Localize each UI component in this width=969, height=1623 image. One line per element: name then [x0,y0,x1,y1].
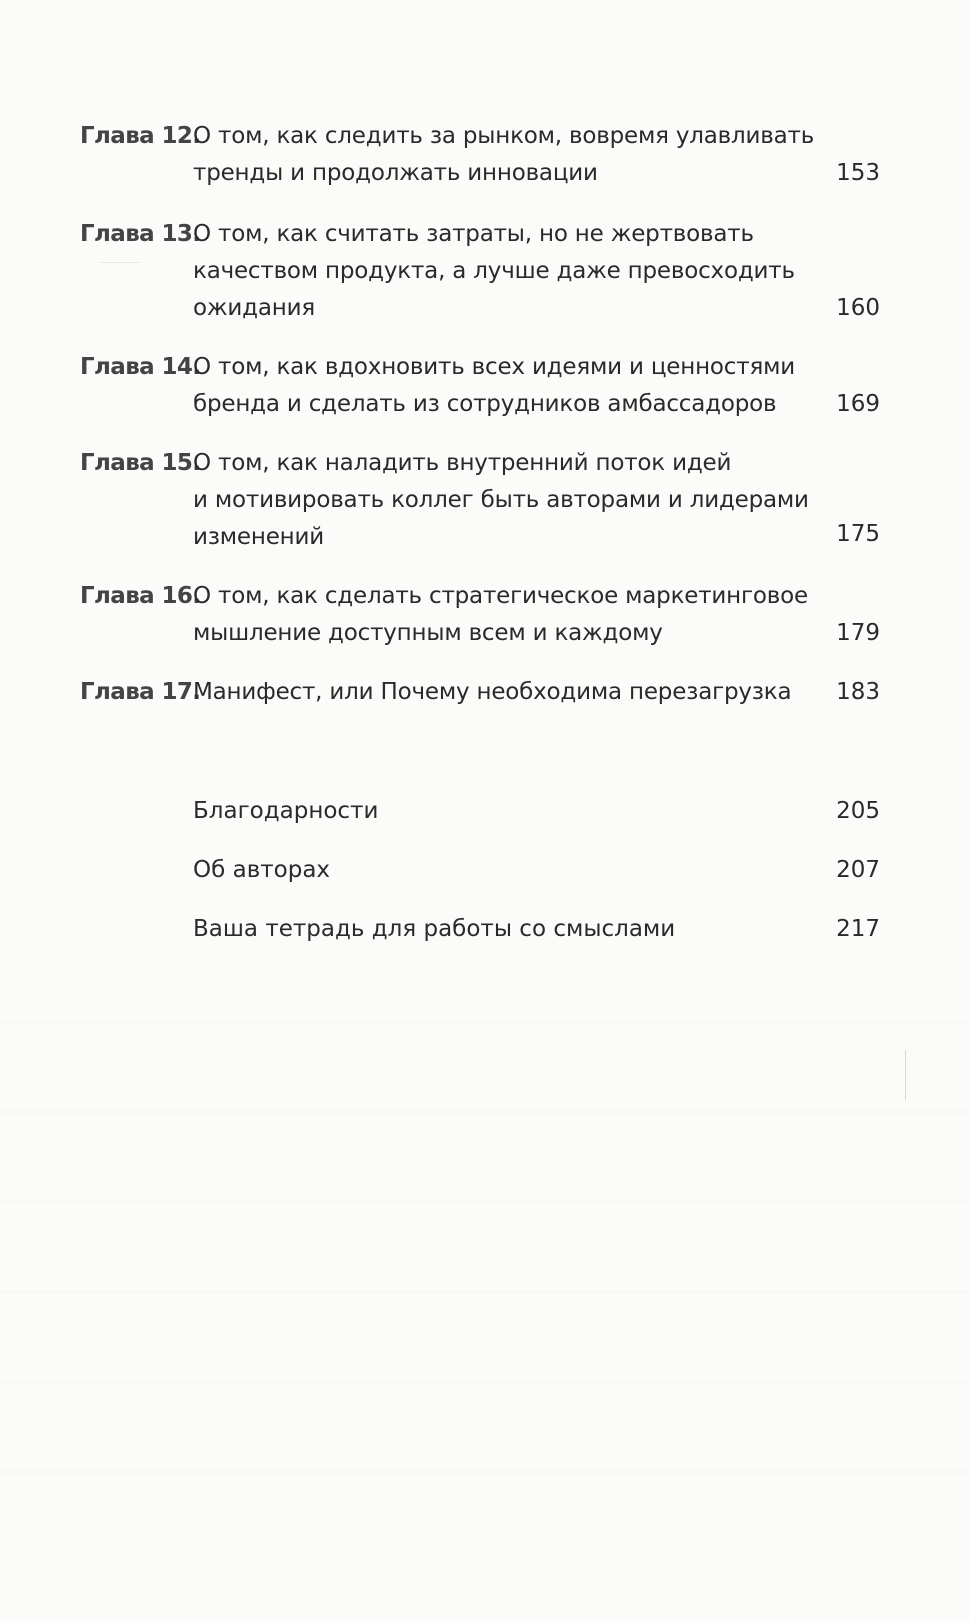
chapter-title-line: О том, как следить за рынком, вовремя улавливать [193,123,815,149]
page-number: 153 [836,160,880,186]
chapter-title-line: ожидания [193,295,315,321]
chapter-title-line: О том, как наладить внутренний поток идей [193,450,732,476]
page-number: 169 [836,391,880,417]
page-number: 217 [836,916,880,942]
entry-title: Ваша тетрадь для работы со смыслами [193,916,676,942]
toc-entry-workbook[interactable] [193,911,880,948]
chapter-label: Глава 16. [80,583,201,609]
chapter-label: Глава 12. [80,123,201,149]
chapter-label: Глава 13. [80,221,201,247]
table-of-contents [80,118,880,948]
page-number: 179 [836,620,880,646]
chapter-title-line: О том, как считать затраты, но не жертвовать [193,221,754,247]
toc-entry-chapter-14[interactable] [80,349,880,423]
chapter-label: Глава 15. [80,450,201,476]
page-number: 183 [836,679,880,705]
chapter-label: Глава 17. [80,679,201,705]
chapter-title-line: качеством продукта, а лучше даже превосходить [193,258,795,284]
chapter-title-line: О том, как сделать стратегическое маркетинговое [193,583,808,609]
toc-entry-chapter-13[interactable] [80,216,880,327]
chapter-title-line: мышление доступным всем и каждому [193,620,663,646]
page-number: 205 [836,798,880,824]
chapter-title-line: О том, как вдохновить всех идеями и ценностями [193,354,795,380]
toc-entry-chapter-17[interactable] [80,674,880,711]
toc-entry-about-authors[interactable] [193,852,880,889]
toc-entry-chapter-16[interactable] [80,578,880,652]
toc-entry-chapter-12[interactable] [80,118,880,198]
chapter-title-line: тренды и продолжать инновации [193,160,598,186]
chapter-label: Глава 14. [80,354,201,380]
toc-entry-acknowledgements[interactable] [193,793,880,830]
entry-title: Об авторах [193,857,331,883]
chapter-title-line: бренда и сделать из сотрудников амбассадоров [193,391,777,417]
entry-title: Благодарности [193,798,379,824]
page-number: 160 [836,295,880,321]
bleed-through-text [0,960,969,1480]
toc-entry-chapter-15[interactable] [80,445,880,556]
page-number: 175 [836,521,880,547]
chapter-title-line: и мотивировать коллег быть авторами и лидерами [193,487,809,513]
page-number: 207 [836,857,880,883]
chapter-title-line: изменений [193,524,325,550]
page-mark [905,1050,906,1100]
chapter-title-line: Манифест, или Почему необходима перезагрузка [193,679,792,705]
